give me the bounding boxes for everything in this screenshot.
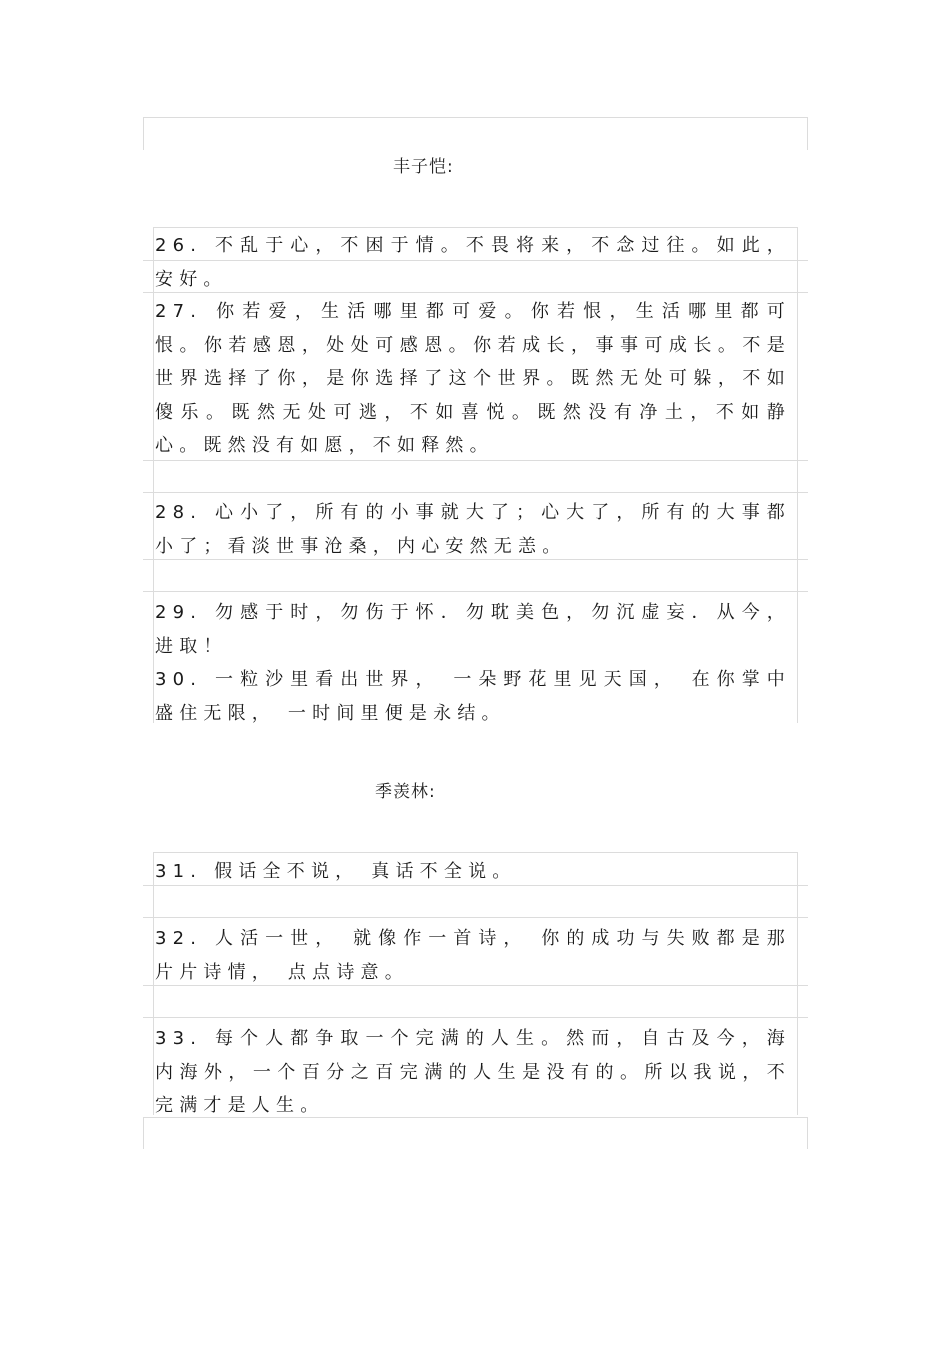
quote-29: 29. 勿感于时，勿伤于怀．勿耽美色，勿沉虚妄．从今，进取！: [155, 602, 791, 657]
frame-right-line: [807, 117, 808, 150]
quote-33: 33. 每个人都争取一个完满的人生。然而，自古及今，海内海外，一个百分之百完满的人生是没有的。所以我说，不完满才是人生。: [155, 1028, 791, 1116]
row-sep-10: [143, 1017, 808, 1018]
quote-26: 26. 不乱于心，不困于情。不畏将来，不念过往。如此，安好。: [155, 235, 791, 290]
author-heading: 丰子恺:: [393, 157, 454, 177]
quote-31: 31. 假话全不说， 真话不全说。: [155, 861, 517, 882]
row-sep-8: [143, 917, 808, 918]
frame-top-line: [143, 117, 808, 118]
table2-left-line: [153, 852, 154, 1115]
row-sep-4: [143, 492, 808, 493]
table-top-line: [153, 227, 798, 228]
table-right-line: [797, 227, 798, 723]
frame-left-line: [143, 117, 144, 150]
table-left-line: [153, 227, 154, 723]
bottom-right-stub: [807, 1117, 808, 1149]
table2-top-line: [153, 852, 798, 853]
table2-right-line: [797, 852, 798, 1115]
bottom-left-stub: [143, 1117, 144, 1149]
author-heading: 季羡林:: [375, 782, 436, 802]
quote-28: 28. 心小了，所有的小事就大了；心大了，所有的大事都小了；看淡世事沧桑，内心安然无恙。: [155, 502, 791, 557]
quote-32: 32. 人活一世， 就像作一首诗， 你的成功与失败都是那片片诗情， 点点诗意。: [155, 928, 791, 983]
quote-27: 27. 你若爱，生活哪里都可爱。你若恨，生活哪里都可恨。你若感恩，处处可感恩。你若成长，事事可成长。不是世界选择了你，是你选择了这个世界。既然无处可躲，不如傻乐。既然无处可逃，不如喜悦。既然没有净土，不如静心。既然没有如愿，不如释然。: [155, 301, 791, 456]
quote-30: 30. 一粒沙里看出世界， 一朵野花里见天国， 在你掌中盛住无限， 一时间里便是永结。: [155, 669, 791, 724]
row-sep-6: [143, 591, 808, 592]
